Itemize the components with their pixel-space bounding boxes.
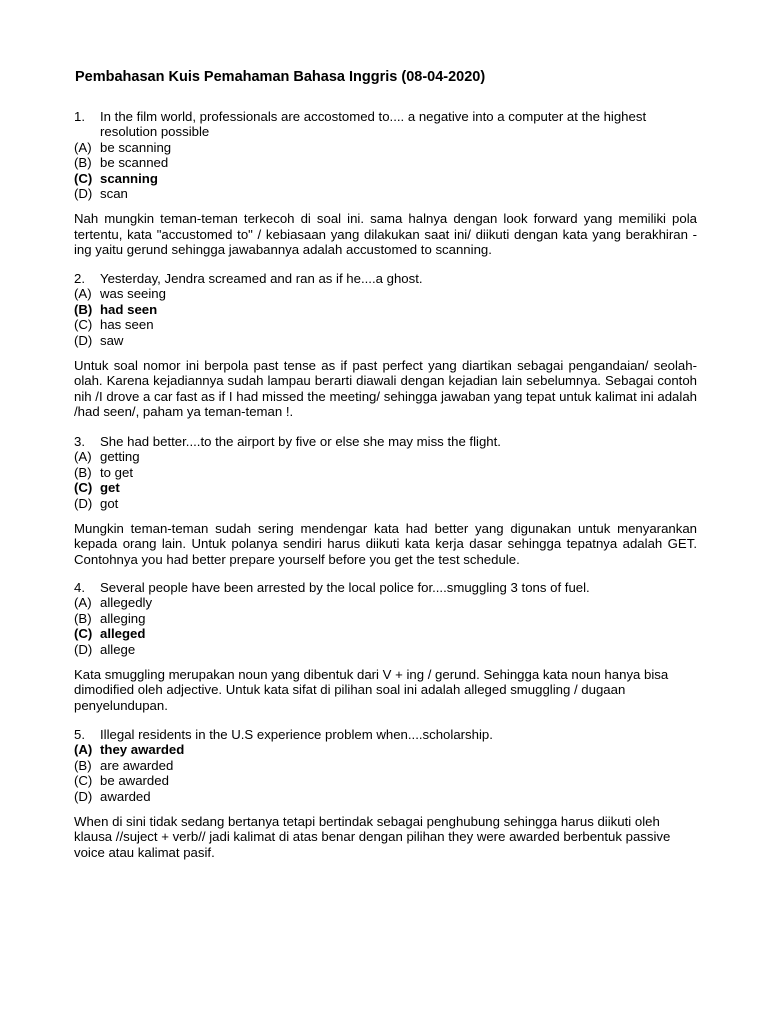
option-text: alleging (100, 610, 146, 626)
option-text: scanning (100, 170, 158, 186)
option-text: alleged (100, 626, 146, 642)
option-b (74, 758, 697, 773)
option-text: are awarded (100, 757, 174, 773)
question-4 (74, 580, 697, 713)
question-text: Yesterday, Jendra screamed and ran as if he....a ghost. (100, 271, 423, 286)
option-text: saw (100, 332, 124, 348)
option-d (74, 496, 697, 511)
option-label: (A) (74, 286, 92, 302)
question-2 (74, 271, 697, 420)
option-label: (B) (74, 464, 92, 480)
question-2-stem (74, 271, 697, 286)
option-text: allege (100, 641, 136, 657)
option-label: (B) (74, 610, 92, 626)
question-number: 5. (74, 727, 85, 742)
option-text: got (100, 495, 119, 511)
question-3-stem (74, 434, 697, 449)
option-c-correct (74, 171, 697, 186)
option-b (74, 465, 697, 480)
explanation-3: Mungkin teman-teman sudah sering mendengar kata had better yang digunakan untuk menyarankan kepada orang lain. Untuk polanya sendiri harus diikuti kata kerja dasar sehingga tepatnya adalah GET. Contohnya you had better prepare yourself before you get the test schedule. (74, 521, 697, 567)
option-text: get (100, 480, 120, 496)
option-b (74, 611, 697, 626)
question-text: Several people have been arrested by the local police for....smuggling 3 tons of fuel. (100, 580, 590, 595)
option-d (74, 789, 697, 804)
option-text: awarded (100, 788, 151, 804)
explanation-4: Kata smuggling merupakan noun yang dibentuk dari V + ing / gerund. Sehingga kata noun hanya bisa dimodified oleh adjective. Untuk kata sifat di pilihan soal ini adalah alleged smuggling / dugaan penyelundupan. (74, 667, 669, 713)
question-number: 3. (74, 434, 85, 449)
option-label: (A) (74, 595, 92, 611)
option-d (74, 642, 697, 657)
question-4-stem (74, 580, 697, 595)
option-text: was seeing (100, 286, 166, 302)
question-text: Illegal residents in the U.S experience problem when....scholarship. (100, 727, 493, 742)
option-label: (C) (74, 773, 93, 789)
question-number: 2. (74, 271, 85, 286)
option-text: has seen (100, 317, 154, 333)
option-label: (B) (74, 155, 92, 171)
option-text: getting (100, 449, 140, 465)
option-label: (A) (74, 742, 93, 758)
option-c (74, 317, 697, 332)
question-number: 1. (74, 109, 85, 124)
option-a (74, 140, 697, 155)
option-a-correct (74, 742, 697, 757)
option-label: (C) (74, 480, 93, 496)
option-a (74, 286, 697, 301)
option-label: (D) (74, 641, 93, 657)
question-1-stem (74, 109, 697, 140)
option-label: (A) (74, 139, 92, 155)
option-label: (A) (74, 449, 92, 465)
explanation-5: When di sini tidak sedang bertanya tetapi bertindak sebagai penghubung sehingga harus diikuti oleh klausa //suject + verb// jadi kalimat di atas benar dengan pilihan they were awarded berbentuk passive voice atau kalimat pasif. (74, 814, 671, 860)
option-label: (D) (74, 788, 93, 804)
option-label: (C) (74, 317, 93, 333)
option-text: scan (100, 186, 128, 202)
question-text: In the film world, professionals are accostomed to.... a negative into a computer at the highest resolution possible (100, 109, 647, 140)
option-label: (B) (74, 757, 92, 773)
option-label: (C) (74, 170, 93, 186)
question-1 (74, 109, 697, 258)
question-text: She had better....to the airport by five or else she may miss the flight. (100, 434, 501, 449)
option-d (74, 333, 697, 348)
option-c-correct (74, 480, 697, 495)
option-c (74, 773, 697, 788)
option-label: (D) (74, 332, 93, 348)
option-d (74, 186, 697, 201)
explanation-2: Untuk soal nomor ini berpola past tense as if past perfect yang diartikan sebagai pengandaian/ seolah-olah. Karena kejadiannya sudah lampau berarti diawali dengan kejadian lain sebelumnya. Sebagai contoh nih /I drove a car fast as if I had missed the meeting/ sehingga jawaban yang tepat untuk kalimat ini adalah /had seen/, paham ya teman-teman !. (74, 358, 697, 420)
option-b-correct (74, 302, 697, 317)
option-text: be scanned (100, 155, 169, 171)
option-text: to get (100, 464, 133, 480)
option-label: (B) (74, 301, 93, 317)
question-3 (74, 434, 697, 567)
option-text: be scanning (100, 139, 172, 155)
question-number: 4. (74, 580, 85, 595)
option-c-correct (74, 626, 697, 641)
option-label: (D) (74, 186, 93, 202)
option-a (74, 595, 697, 610)
option-text: had seen (100, 301, 158, 317)
option-label: (C) (74, 626, 93, 642)
question-5 (74, 727, 697, 860)
option-text: they awarded (100, 742, 185, 758)
option-b (74, 155, 697, 170)
option-text: be awarded (100, 773, 169, 789)
question-5-stem (74, 727, 697, 742)
option-text: allegedly (100, 595, 153, 611)
option-a (74, 449, 697, 464)
explanation-1: Nah mungkin teman-teman terkecoh di soal ini. sama halnya dengan look forward yang memiliki pola tertentu, kata "accustomed to" / kebiasaan yang dilakukan saat ini/ diikuti dengan kata yang berakhiran -ing yaitu gerund sehingga jawabannya adalah accustomed to scanning. (74, 211, 697, 258)
document-title: Pembahasan Kuis Pemahaman Bahasa Inggris (08-04-2020) (75, 69, 486, 85)
option-label: (D) (74, 495, 93, 511)
